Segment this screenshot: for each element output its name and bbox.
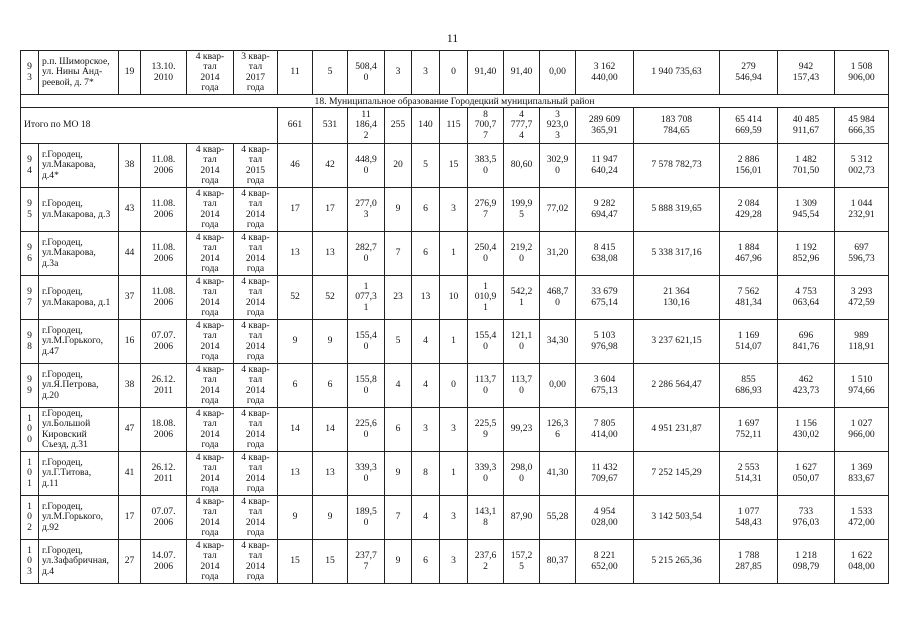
table-cell: 38	[119, 364, 141, 408]
table-cell: 9 4	[21, 144, 39, 188]
table-cell: 289 609 365,91	[576, 108, 634, 144]
table-cell: 41,30	[540, 452, 576, 496]
table-cell: 77,02	[540, 188, 576, 232]
table-cell: 3 квар- тал 2017 года	[234, 51, 278, 95]
table-cell: 26.12. 2011	[141, 452, 187, 496]
table-cell: 855 686,93	[720, 364, 778, 408]
table-cell: 121,1 0	[504, 320, 540, 364]
table-cell: 18. Муниципальное образование Городецкий муниципальный район	[21, 95, 889, 108]
table-cell: 11 186,4 2	[348, 108, 385, 144]
table-cell: 91,40	[468, 51, 504, 95]
table-cell: 942 157,43	[778, 51, 835, 95]
table-cell: 9 3	[21, 51, 39, 95]
table-row	[21, 232, 889, 276]
table-cell: 5 215 265,36	[634, 540, 720, 584]
table-row	[21, 452, 889, 496]
table-cell: 10	[440, 276, 468, 320]
table-cell: 37	[119, 276, 141, 320]
table-cell: 13	[313, 452, 348, 496]
table-cell: 4 квар- тал 2014 года	[187, 320, 234, 364]
table-cell: 1 169 514,07	[720, 320, 778, 364]
table-cell: 1 533 472,00	[835, 496, 889, 540]
table-cell: 1 192 852,96	[778, 232, 835, 276]
table-cell: 1 627 050,07	[778, 452, 835, 496]
table-cell: 298,0 0	[504, 452, 540, 496]
table-cell: 45 984 666,35	[835, 108, 889, 144]
table-cell: 468,7 0	[540, 276, 576, 320]
table-cell: 42	[313, 144, 348, 188]
table-cell: 183 708 784,65	[634, 108, 720, 144]
table-cell: 18.08. 2006	[141, 408, 187, 452]
table-cell: 13	[278, 452, 313, 496]
table-cell: 20	[385, 144, 412, 188]
table-cell: 1 788 287,85	[720, 540, 778, 584]
table-cell: г.Городец, ул.Г.Титова, д.11	[39, 452, 119, 496]
table-cell: 9 5	[21, 188, 39, 232]
table-cell: 4 753 063,64	[778, 276, 835, 320]
table-cell: 5	[385, 320, 412, 364]
table-row	[21, 276, 889, 320]
table-cell: 1 0 2	[21, 496, 39, 540]
table-cell: 3	[440, 408, 468, 452]
table-cell: 0	[440, 51, 468, 95]
section-header-row	[21, 95, 889, 108]
table-cell: 5 103 976,98	[576, 320, 634, 364]
table-cell: 9 282 694,47	[576, 188, 634, 232]
table-cell: 1 482 701,50	[778, 144, 835, 188]
table-cell: 1 077 548,43	[720, 496, 778, 540]
table-cell: 9 7	[21, 276, 39, 320]
table-cell: 15	[278, 540, 313, 584]
table-cell: 44	[119, 232, 141, 276]
table-cell: 80,60	[504, 144, 540, 188]
table-cell: 5 312 002,73	[835, 144, 889, 188]
table-cell: 27	[119, 540, 141, 584]
table-cell: 3 142 503,54	[634, 496, 720, 540]
table-cell: 4	[412, 320, 440, 364]
table-row	[21, 540, 889, 584]
table-cell: 2 286 564,47	[634, 364, 720, 408]
table-cell: 113,7 0	[504, 364, 540, 408]
table-cell: 542,2 1	[504, 276, 540, 320]
table-row	[21, 144, 889, 188]
table-cell: 531	[313, 108, 348, 144]
table-cell: 3	[412, 51, 440, 95]
table-cell: 189,5 0	[348, 496, 385, 540]
table-cell: 508,4 0	[348, 51, 385, 95]
total-row	[21, 108, 889, 144]
table-cell: 0,00	[540, 364, 576, 408]
table-cell: 1 0 1	[21, 452, 39, 496]
table-cell: 4 квар- тал 2014 года	[187, 408, 234, 452]
table-cell: 1 0 0	[21, 408, 39, 452]
table-cell: 14	[278, 408, 313, 452]
table-cell: 4 777,7 4	[504, 108, 540, 144]
table-cell: 3 237 621,15	[634, 320, 720, 364]
table-cell: 65 414 669,59	[720, 108, 778, 144]
table-cell: 4	[412, 364, 440, 408]
table-cell: 1	[440, 320, 468, 364]
table-cell: 448,9 0	[348, 144, 385, 188]
table-cell: 661	[278, 108, 313, 144]
table-cell: 4 квар- тал 2014 года	[234, 364, 278, 408]
table-cell: 23	[385, 276, 412, 320]
table-cell: 13.10. 2010	[141, 51, 187, 95]
table-cell: 13	[278, 232, 313, 276]
table-cell: 26.12. 2011	[141, 364, 187, 408]
table-cell: 11 947 640,24	[576, 144, 634, 188]
table-row	[21, 188, 889, 232]
table-cell: 6	[412, 540, 440, 584]
table-cell: 14.07. 2006	[141, 540, 187, 584]
table-cell: 8 700,7 7	[468, 108, 504, 144]
table-cell: 3	[385, 51, 412, 95]
table-cell: 1 0 3	[21, 540, 39, 584]
table-cell: 4 квар- тал 2014 года	[187, 188, 234, 232]
table-cell: 157,2 5	[504, 540, 540, 584]
table-cell: 276,9 7	[468, 188, 504, 232]
table-cell: 5	[313, 51, 348, 95]
table-cell: 4	[385, 364, 412, 408]
table-cell: 6	[412, 188, 440, 232]
table-cell: 8	[412, 452, 440, 496]
table-cell: 302,9 0	[540, 144, 576, 188]
table-cell: 2 886 156,01	[720, 144, 778, 188]
table-cell: 1 309 945,54	[778, 188, 835, 232]
table-cell: 5 338 317,16	[634, 232, 720, 276]
table-cell: 3	[440, 188, 468, 232]
table-cell: 7 562 481,34	[720, 276, 778, 320]
table-cell: г.Городец, ул.Макарова, д.3а	[39, 232, 119, 276]
table-cell: 4 квар- тал 2014 года	[234, 540, 278, 584]
table-cell: 11.08. 2006	[141, 144, 187, 188]
table-cell: 1 156 430,02	[778, 408, 835, 452]
table-cell: 4 квар- тал 2014 года	[234, 276, 278, 320]
table-cell: 4 квар- тал 2014 года	[234, 408, 278, 452]
table-cell: 07.07. 2006	[141, 320, 187, 364]
table-cell: 1 218 098,79	[778, 540, 835, 584]
table-cell: 4 квар- тал 2014 года	[234, 320, 278, 364]
table-cell: 2 553 514,31	[720, 452, 778, 496]
table-row	[21, 408, 889, 452]
table-cell: 6	[412, 232, 440, 276]
table-cell: 225,6 0	[348, 408, 385, 452]
table-cell: 6	[278, 364, 313, 408]
table-cell: 4 954 028,00	[576, 496, 634, 540]
table-cell: 1	[440, 232, 468, 276]
table-cell: 80,37	[540, 540, 576, 584]
table-cell: 4 квар- тал 2014 года	[234, 452, 278, 496]
table-cell: 91,40	[504, 51, 540, 95]
table-cell: 1 510 974,66	[835, 364, 889, 408]
table-cell: 0,00	[540, 51, 576, 95]
table-cell: 1 884 467,96	[720, 232, 778, 276]
table-cell: 9	[313, 496, 348, 540]
table-cell: 697 596,73	[835, 232, 889, 276]
table-cell: 41	[119, 452, 141, 496]
table-cell: 113,7 0	[468, 364, 504, 408]
table-cell: 47	[119, 408, 141, 452]
table-cell: 3 923,0 3	[540, 108, 576, 144]
table-cell: 11.08. 2006	[141, 276, 187, 320]
table-row	[21, 496, 889, 540]
table-cell: 38	[119, 144, 141, 188]
table-cell: 9	[385, 540, 412, 584]
table-cell: 31,20	[540, 232, 576, 276]
table-cell: г.Городец, ул.Я.Петрова, д.20	[39, 364, 119, 408]
table-cell: 17	[313, 188, 348, 232]
table-cell: 4 квар- тал 2014 года	[187, 276, 234, 320]
table-cell: 4 квар- тал 2014 года	[187, 144, 234, 188]
table-cell: 462 423,73	[778, 364, 835, 408]
table-cell: 9	[313, 320, 348, 364]
table-cell: 2 084 429,28	[720, 188, 778, 232]
table-cell: 733 976,03	[778, 496, 835, 540]
table-cell: 4 квар- тал 2015 года	[234, 144, 278, 188]
table-cell: 4 квар- тал 2014 года	[187, 364, 234, 408]
table-cell: 11.08. 2006	[141, 232, 187, 276]
table-cell: 1 508 906,00	[835, 51, 889, 95]
table-cell: р.п. Шиморское, ул. Нины Анд- реевой, д. 7*	[39, 51, 119, 95]
table-cell: 3 604 675,13	[576, 364, 634, 408]
table-cell: 6	[313, 364, 348, 408]
table-cell: 99,23	[504, 408, 540, 452]
table-cell: 1 077,3 1	[348, 276, 385, 320]
table-cell: 140	[412, 108, 440, 144]
table-cell: 3 293 472,59	[835, 276, 889, 320]
table-cell: 1 940 735,63	[634, 51, 720, 95]
table-cell: 4 951 231,87	[634, 408, 720, 452]
table-cell: 40 485 911,67	[778, 108, 835, 144]
table-cell: 237,6 2	[468, 540, 504, 584]
table-cell: 4 квар- тал 2014 года	[187, 452, 234, 496]
table-cell: г.Городец, ул.М.Горького, д.92	[39, 496, 119, 540]
table-cell: 9	[385, 188, 412, 232]
table-cell: 4 квар- тал 2014 года	[234, 188, 278, 232]
table-cell: 279 546,94	[720, 51, 778, 95]
table-cell: 6	[385, 408, 412, 452]
table-cell: г.Городец, ул.Зафабричная, д.4	[39, 540, 119, 584]
table-cell: 87,90	[504, 496, 540, 540]
table-cell: 3 162 440,00	[576, 51, 634, 95]
table-cell: 17	[278, 188, 313, 232]
table-cell: 8 221 652,00	[576, 540, 634, 584]
table-cell: 126,3 6	[540, 408, 576, 452]
table-cell: 3	[412, 408, 440, 452]
table-cell: 9 8	[21, 320, 39, 364]
table-cell: 115	[440, 108, 468, 144]
table-cell: 52	[278, 276, 313, 320]
table-cell: 282,7 0	[348, 232, 385, 276]
table-cell: 9 6	[21, 232, 39, 276]
table-cell: г.Городец, ул.М.Горького, д.47	[39, 320, 119, 364]
table-cell: 7 252 145,29	[634, 452, 720, 496]
table-cell: 55,28	[540, 496, 576, 540]
table-cell: г.Городец, ул.Макарова, д.4*	[39, 144, 119, 188]
table-cell: 339,3 0	[468, 452, 504, 496]
table-cell: 250,4 0	[468, 232, 504, 276]
table-cell: 15	[440, 144, 468, 188]
table-cell: 33 679 675,14	[576, 276, 634, 320]
table-cell: 13	[313, 232, 348, 276]
table-cell: 155,4 0	[348, 320, 385, 364]
table-cell: г.Городец, ул.Макарова, д.1	[39, 276, 119, 320]
table-cell: 43	[119, 188, 141, 232]
table-cell: Итого по МО 18	[21, 108, 278, 144]
table-cell: 11 432 709,67	[576, 452, 634, 496]
table-cell: 9	[385, 452, 412, 496]
table-cell: 1 044 232,91	[835, 188, 889, 232]
table-cell: 3	[440, 496, 468, 540]
table-cell: 4 квар- тал 2014 года	[187, 540, 234, 584]
table-cell: г.Городец, ул.Макарова, д.3	[39, 188, 119, 232]
table-cell: 5	[412, 144, 440, 188]
table-cell: 46	[278, 144, 313, 188]
table-cell: 4 квар- тал 2014 года	[234, 496, 278, 540]
table-cell: 199,9 5	[504, 188, 540, 232]
table-cell: 0	[440, 364, 468, 408]
table-cell: 383,5 0	[468, 144, 504, 188]
table-cell: 1 027 966,00	[835, 408, 889, 452]
table-cell: г.Городец, ул.Большой Кировский Съезд, д.31	[39, 408, 119, 452]
table-cell: 4 квар- тал 2014 года	[187, 51, 234, 95]
table-cell: 13	[412, 276, 440, 320]
table-cell: 1 010,9 1	[468, 276, 504, 320]
table-cell: 4 квар- тал 2014 года	[187, 232, 234, 276]
table-cell: 9 9	[21, 364, 39, 408]
table-cell: 255	[385, 108, 412, 144]
table-cell: 17	[119, 496, 141, 540]
table-cell: 9	[278, 496, 313, 540]
table-cell: 339,3 0	[348, 452, 385, 496]
table-cell: 07.07. 2006	[141, 496, 187, 540]
table-cell: 155,8 0	[348, 364, 385, 408]
table-cell: 1 697 752,11	[720, 408, 778, 452]
table-cell: 7	[385, 496, 412, 540]
table-cell: 4 квар- тал 2014 года	[187, 496, 234, 540]
table-cell: 4 квар- тал 2014 года	[234, 232, 278, 276]
table-row	[21, 51, 889, 95]
table-cell: 16	[119, 320, 141, 364]
table-cell: 1 369 833,67	[835, 452, 889, 496]
table-cell: 4	[412, 496, 440, 540]
table-cell: 15	[313, 540, 348, 584]
table-cell: 7 578 782,73	[634, 144, 720, 188]
table-cell: 8 415 638,08	[576, 232, 634, 276]
table-cell: 11.08. 2006	[141, 188, 187, 232]
table-cell: 1 622 048,00	[835, 540, 889, 584]
table-cell: 1	[440, 452, 468, 496]
table-cell: 7 805 414,00	[576, 408, 634, 452]
table-cell: 9	[278, 320, 313, 364]
table-cell: 14	[313, 408, 348, 452]
table-cell: 21 364 130,16	[634, 276, 720, 320]
housing-program-table	[20, 50, 889, 584]
table-cell: 143,1 8	[468, 496, 504, 540]
table-cell: 19	[119, 51, 141, 95]
table-cell: 52	[313, 276, 348, 320]
table-cell: 155,4 0	[468, 320, 504, 364]
table-cell: 696 841,76	[778, 320, 835, 364]
table-cell: 989 118,91	[835, 320, 889, 364]
table-cell: 34,30	[540, 320, 576, 364]
table-row	[21, 320, 889, 364]
table-cell: 5 888 319,65	[634, 188, 720, 232]
page-number: 11	[446, 31, 459, 45]
table-cell: 7	[385, 232, 412, 276]
table-cell: 277,0 3	[348, 188, 385, 232]
table-cell: 237,7 7	[348, 540, 385, 584]
table-cell: 225,5 9	[468, 408, 504, 452]
table-cell: 3	[440, 540, 468, 584]
table-row	[21, 364, 889, 408]
table-cell: 11	[278, 51, 313, 95]
table-cell: 219,2 0	[504, 232, 540, 276]
